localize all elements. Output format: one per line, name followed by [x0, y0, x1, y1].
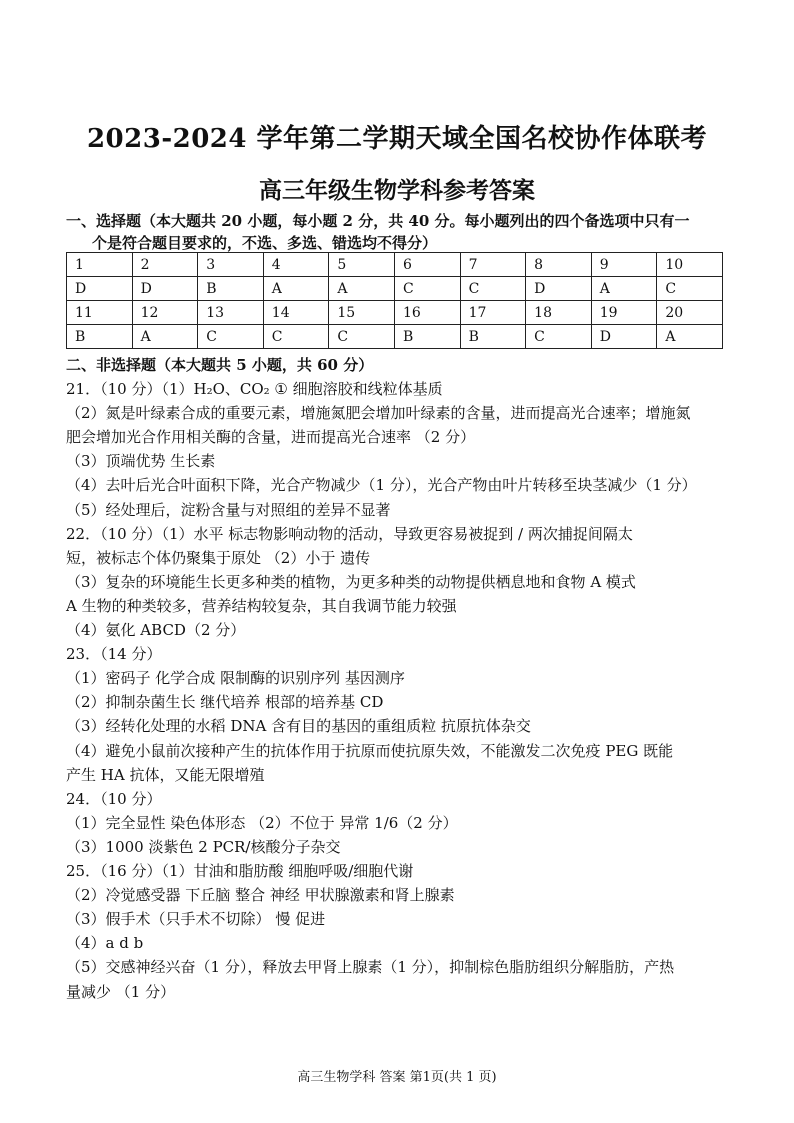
answer-line: （3）复杂的环境能生长更多种类的植物，为更多种类的动物提供栖息地和食物 A 模式: [66, 572, 636, 591]
question-number-cell: 7: [460, 253, 526, 277]
answer-line: （3）假手术（只手术不切除） 慢 促进: [66, 910, 326, 929]
question-number-cell: 4: [263, 253, 329, 277]
page-footer: 高三生物学科 答案 第1页(共 1 页): [297, 1070, 497, 1085]
answer-line: （5）交感神经兴奋（1 分），释放去甲肾上腺素（1 分），抑制棕色脂肪组织分解脂肪，产热: [66, 958, 675, 977]
answer-cell: A: [132, 325, 198, 349]
answer-line: 21．（10 分）（1）H₂O、CO₂ ① 细胞溶胶和线粒体基质: [66, 380, 443, 398]
answer-cell: D: [526, 277, 592, 301]
answer-line: 产生 HA 抗体，又能无限增殖: [66, 765, 265, 784]
answer-line: 22．（10 分）（1）水平 标志物影响动物的活动，导致更容易被捉到 / 两次捕捉间隔太: [66, 524, 633, 543]
answer-cell: A: [591, 277, 657, 301]
answer-line: （3）顶端优势 生长素: [66, 452, 216, 471]
answer-line: （1）密码子 化学合成 限制酶的识别序列 基因测序: [66, 669, 405, 688]
question-number-cell: 19: [591, 301, 657, 325]
section1-heading-line2: 个是符合题目要求的，不选、多选、错选均不得分）: [92, 234, 438, 252]
question-number-cell: 14: [263, 301, 329, 325]
answer-line: （4）去叶后光合叶面积下降，光合产物减少（1 分），光合产物由叶片转移至块茎减少（1 分）: [66, 476, 697, 495]
answer-cell: D: [67, 277, 133, 301]
question-number-cell: 2: [132, 253, 198, 277]
answer-line: 24．（10 分）: [66, 789, 162, 808]
section1-heading-line1: 一、选择题（本大题共 20 小题，每小题 2 分，共 40 分。每小题列出的四个备选项中只有一: [66, 212, 690, 230]
answer-line: （3）1000 淡紫色 2 PCR/核酸分子杂交: [66, 837, 341, 856]
section2-heading: 二、非选择题（本大题共 5 小题，共 60 分）: [66, 356, 374, 374]
answer-line: 23．（14 分）: [66, 645, 162, 664]
answer-line: （2）氮是叶绿素合成的重要元素，增施氮肥会增加叶绿素的含量，进而提高光合速率；增施氮: [66, 404, 691, 423]
answer-cell: B: [394, 325, 460, 349]
answer-cell: A: [329, 277, 395, 301]
answer-cell: C: [460, 277, 526, 301]
question-number-row: [67, 301, 723, 325]
question-number-cell: 12: [132, 301, 198, 325]
answer-table: [66, 252, 723, 349]
answer-line: （4）a d b: [66, 934, 144, 953]
answer-cell: C: [657, 277, 723, 301]
answer-line: （3）经转化处理的水稻 DNA 含有目的基因的重组质粒 抗原抗体杂交: [66, 717, 531, 736]
question-number-cell: 17: [460, 301, 526, 325]
answer-cell: C: [526, 325, 592, 349]
question-number-row: [67, 253, 723, 277]
question-number-cell: 20: [657, 301, 723, 325]
answer-cell: B: [460, 325, 526, 349]
answer-cell: B: [198, 277, 264, 301]
answer-line: （5）经处理后，淀粉含量与对照组的差异不显著: [66, 500, 391, 519]
answer-line: （1）完全显性 染色体形态 （2）不位于 异常 1/6（2 分）: [66, 813, 458, 832]
answer-line: （2）冷觉感受器 下丘脑 整合 神经 甲状腺激素和肾上腺素: [66, 886, 455, 905]
exam-subtitle: 高三年级生物学科参考答案: [259, 177, 535, 204]
question-number-cell: 11: [67, 301, 133, 325]
answer-line: （4）避免小鼠前次接种产生的抗体作用于抗原而使抗原失效，不能激发二次免疫 PEG 既能: [66, 741, 674, 760]
answer-line: A 生物的种类较多，营养结构较复杂，其自我调节能力较强: [66, 596, 457, 615]
answer-line: 量减少 （1 分）: [66, 982, 176, 1001]
answer-cell: C: [394, 277, 460, 301]
question-number-cell: 13: [198, 301, 264, 325]
question-number-cell: 5: [329, 253, 395, 277]
answer-row: [67, 277, 723, 301]
answer-cell: D: [591, 325, 657, 349]
question-number-cell: 18: [526, 301, 592, 325]
question-number-cell: 9: [591, 253, 657, 277]
question-number-cell: 3: [198, 253, 264, 277]
exam-title: 2023-2024 学年第二学期天域全国名校协作体联考: [86, 124, 708, 154]
question-number-cell: 1: [67, 253, 133, 277]
answer-line: （4）氨化 ABCD（2 分）: [66, 621, 246, 639]
answer-line: 肥会增加光合作用相关酶的含量，进而提高光合速率 （2 分）: [66, 428, 476, 447]
answer-cell: A: [263, 277, 329, 301]
answer-cell: C: [329, 325, 395, 349]
answer-line: 25．（16 分）（1）甘油和脂肪酸 细胞呼吸/细胞代谢: [66, 862, 414, 880]
answer-cell: C: [198, 325, 264, 349]
answer-cell: B: [67, 325, 133, 349]
question-number-cell: 8: [526, 253, 592, 277]
answer-cell: C: [263, 325, 329, 349]
question-number-cell: 15: [329, 301, 395, 325]
answer-row: [67, 325, 723, 349]
answer-cell: A: [657, 325, 723, 349]
answer-line: 短，被标志个体仍聚集于原处 （2）小于 遗传: [66, 548, 371, 567]
question-number-cell: 6: [394, 253, 460, 277]
question-number-cell: 10: [657, 253, 723, 277]
answer-line: （2）抑制杂菌生长 继代培养 根部的培养基 CD: [66, 693, 384, 712]
answer-cell: D: [132, 277, 198, 301]
question-number-cell: 16: [394, 301, 460, 325]
